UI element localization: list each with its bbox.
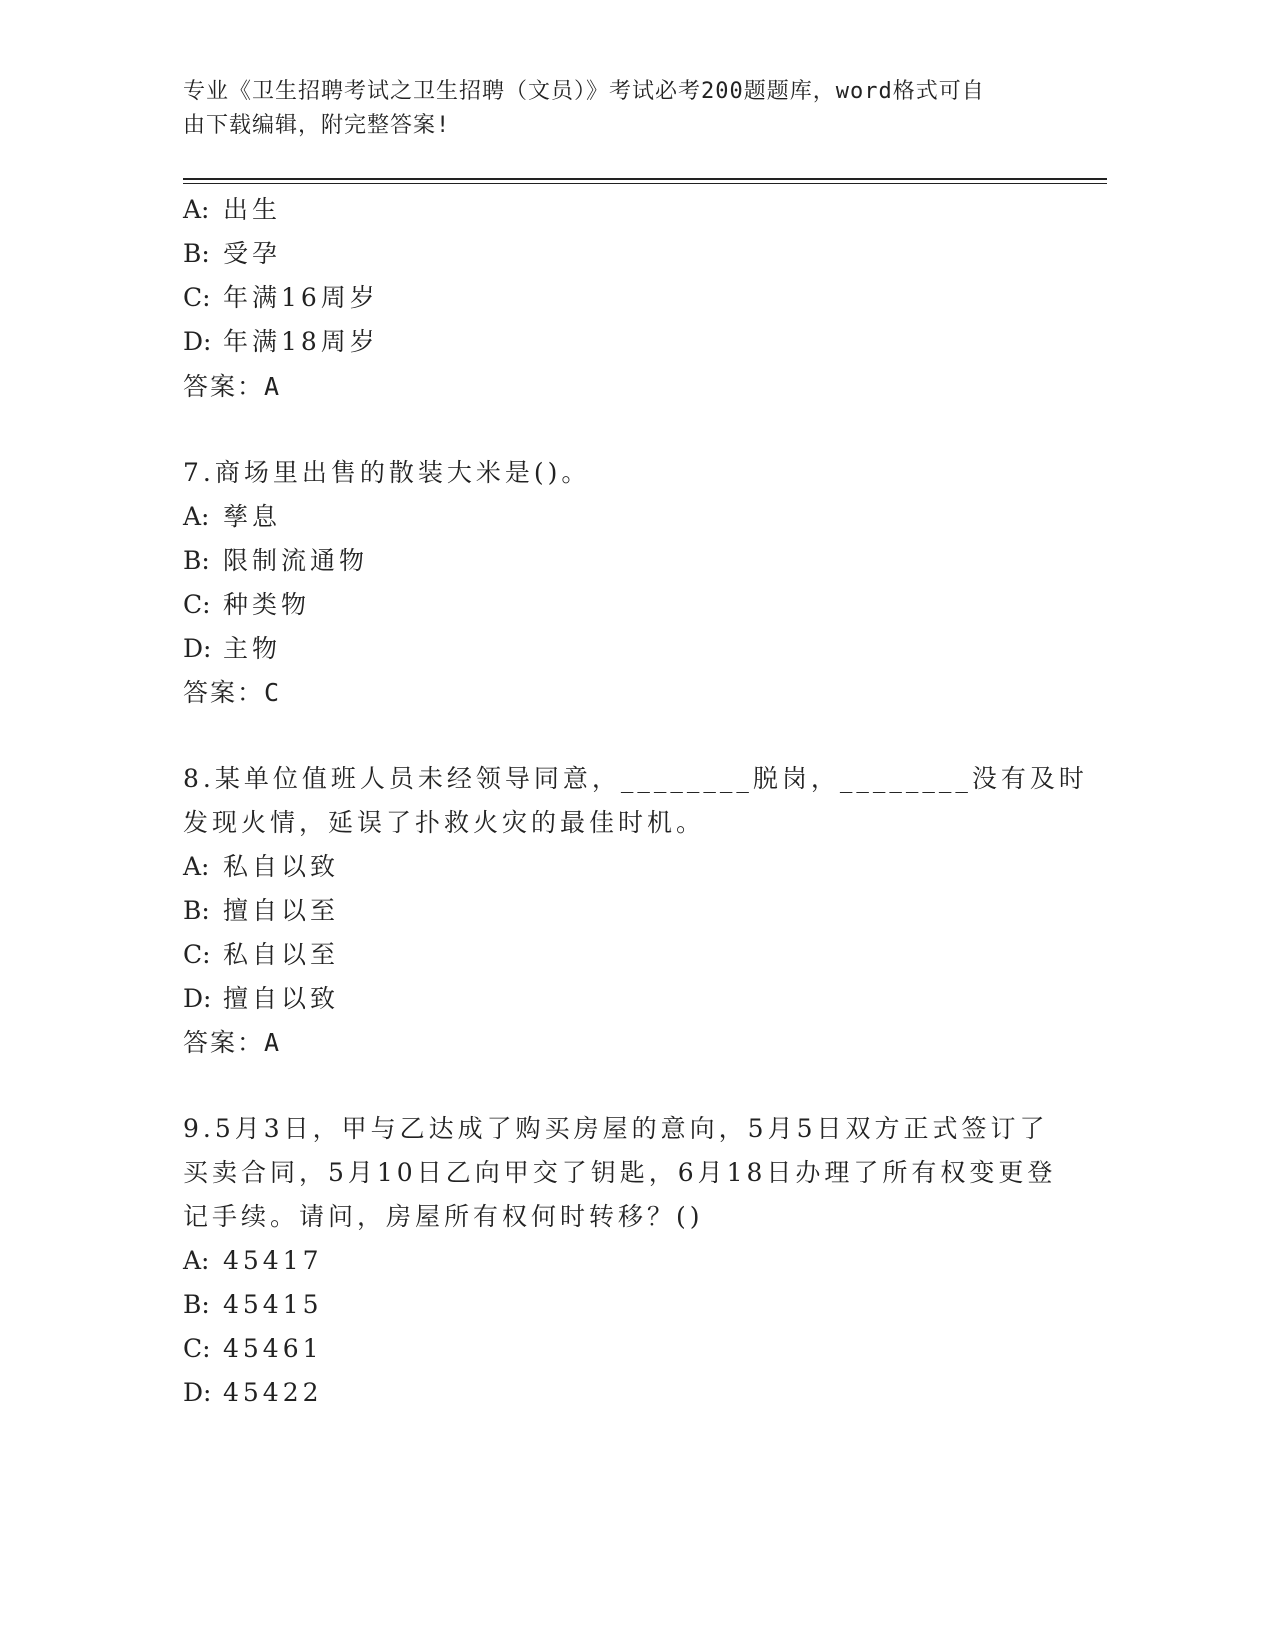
q6-option-b bbox=[183, 239, 281, 269]
q9-question-line-1: 9.5月3日，甲与乙达成了购买房屋的意向，5月5日双方正式签订了 bbox=[183, 1114, 1049, 1143]
option-text: 年满18周岁 bbox=[223, 327, 379, 356]
option-text: 私自以至 bbox=[223, 940, 340, 969]
q7-option-d bbox=[183, 634, 281, 664]
option-text: 年满16周岁 bbox=[223, 283, 379, 312]
header-line-2: 由下载编辑，附完整答案! bbox=[183, 113, 451, 138]
option-key: C: bbox=[183, 1334, 211, 1363]
option-key: C: bbox=[183, 283, 211, 312]
option-key: B: bbox=[183, 896, 210, 925]
q9-question-line-2: 买卖合同，5月10日乙向甲交了钥匙，6月18日办理了所有权变更登 bbox=[183, 1158, 1057, 1187]
header-divider bbox=[183, 178, 1107, 180]
option-key: C: bbox=[183, 590, 211, 619]
q6-option-d bbox=[183, 327, 379, 357]
q8-option-c bbox=[183, 940, 339, 970]
q7-question: 7.商场里出售的散装大米是()。 bbox=[183, 458, 591, 487]
q9-question-line-3: 记手续。请问，房屋所有权何时转移？() bbox=[183, 1202, 704, 1231]
q6-option-c bbox=[183, 283, 379, 313]
header-line-1: 专业《卫生招聘考试之卫生招聘（文员）》考试必考200题题库，word格式可自 bbox=[183, 79, 985, 104]
q8-answer: 答案：A bbox=[183, 1028, 282, 1057]
option-key: D: bbox=[183, 634, 212, 663]
option-text: 45415 bbox=[223, 1290, 323, 1319]
q6-answer: 答案：A bbox=[183, 372, 282, 401]
option-key: D: bbox=[183, 327, 212, 356]
option-key: B: bbox=[183, 239, 210, 268]
option-text: 孳息 bbox=[223, 502, 282, 531]
option-text: 45422 bbox=[223, 1378, 323, 1407]
option-key: B: bbox=[183, 1290, 210, 1319]
q8-question-line-2: 发现火情，延误了扑救火灾的最佳时机。 bbox=[183, 808, 706, 837]
option-key: D: bbox=[183, 984, 212, 1013]
option-text: 受孕 bbox=[223, 239, 282, 268]
option-key: A: bbox=[183, 1246, 210, 1275]
q8-option-b bbox=[183, 896, 339, 926]
option-key: C: bbox=[183, 940, 211, 969]
option-key: A: bbox=[183, 852, 210, 881]
option-key: A: bbox=[183, 195, 210, 224]
option-text: 出生 bbox=[223, 195, 282, 224]
option-text: 私自以致 bbox=[223, 852, 340, 881]
q7-answer: 答案：C bbox=[183, 678, 282, 707]
header-divider-thin bbox=[183, 183, 1107, 184]
option-key: A: bbox=[183, 502, 210, 531]
option-key: B: bbox=[183, 546, 210, 575]
option-text: 主物 bbox=[223, 634, 282, 663]
q8-option-a bbox=[183, 852, 339, 882]
q7-option-a bbox=[183, 502, 281, 532]
q8-option-d bbox=[183, 984, 339, 1014]
q9-option-d bbox=[183, 1378, 323, 1408]
q9-option-a bbox=[183, 1246, 323, 1276]
q9-option-c bbox=[183, 1334, 323, 1364]
q7-option-b bbox=[183, 546, 368, 576]
option-text: 45461 bbox=[223, 1334, 323, 1363]
q6-option-a bbox=[183, 195, 281, 225]
option-text: 擅自以至 bbox=[223, 896, 340, 925]
option-text: 种类物 bbox=[223, 590, 311, 619]
q8-question-line-1: 8.某单位值班人员未经领导同意，________脱岗，________没有及时 bbox=[183, 764, 1088, 793]
q7-option-c bbox=[183, 590, 310, 620]
q9-option-b bbox=[183, 1290, 323, 1320]
option-text: 擅自以致 bbox=[223, 984, 340, 1013]
option-text: 限制流通物 bbox=[223, 546, 369, 575]
option-text: 45417 bbox=[223, 1246, 323, 1275]
option-key: D: bbox=[183, 1378, 212, 1407]
